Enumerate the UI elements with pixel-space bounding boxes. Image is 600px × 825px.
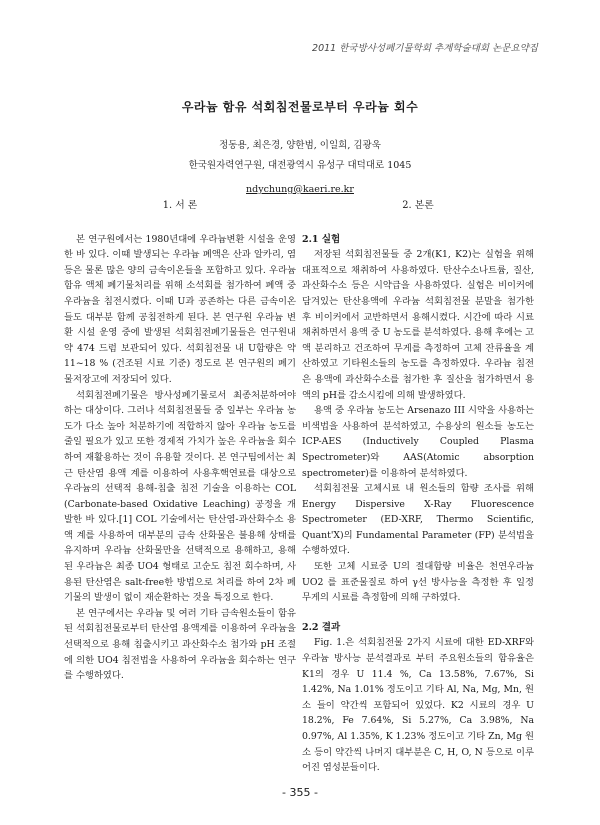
running-header: 2011 한국방사성폐기물학회 추계학술대회 논문요약집 bbox=[312, 43, 538, 54]
page-number: - 355 - bbox=[282, 786, 318, 799]
left-column bbox=[64, 198, 296, 684]
title-block bbox=[0, 98, 600, 196]
intro-paragraph-1: 본 연구원에서는 1980년대에 우라늄변환 시설을 운영한 바 있다. 이때 발생되는 우라늄 폐액은 산과 알카리, 염 등은 물론 많은 양의 금속이온들을 포함하고 있다. 우라늄 함유 액체 폐기물처리를 위해 소석회를 첨가하여 폐액 중 우라늄을 침전시켰다. 이때 U과 공존하는 다른 금속이온들도 대부분 함께 공침전하게 된다. 본 연구원 우라늄 변환 시설 운영 중에 발생된 석회침전폐기물들은 연구원내 약 474 드럼 보관되어 있다. 석회침전물 내 U함량은 약 11~18 % (건조된 시료 기준) 정도로 본 연구원의 폐기물저장고에 저장되어 있다. bbox=[64, 233, 296, 385]
intro-heading: 1. 서 론 bbox=[162, 200, 198, 211]
affiliation: 한국원자력연구원, 대전광역시 유성구 대덕대로 1045 bbox=[188, 160, 412, 171]
experiment-subheading: 2.1 실험 bbox=[302, 233, 341, 245]
paper-title: 우라늄 함유 석회침전물로부터 우라늄 회수 bbox=[181, 100, 419, 114]
intro-paragraph-3: 본 연구에서는 우라늄 및 여러 기타 금속원소들이 함유된 석회침전물로부터 탄산염 용액계를 이용하여 우라늄을 선택적으로 용해 침출시키고 과산화수소 첨가와 pH 조절에 의한 UO4 침전법을 사용하여 우라늄을 회수하는 연구를 수행하였다. bbox=[64, 607, 296, 682]
experiment-paragraph-3: 석회침전물 고체시료 내 원소들의 함량 조사를 위해 Energy Dispersive X-Ray Fluorescence Spectrometer (ED-XRF, Thermo Scientific, Quant'X)의 Fundamental Parameter (FP) 분석법을 수행하였다. bbox=[302, 483, 534, 557]
experiment-paragraph-1: 저장된 석회침전물들 중 2개(K1, K2)는 실험을 위해 대표적으로 채취하여 사용하였다. 탄산수소나트륨, 질산, 과산화수소 등은 시약급을 사용하였다. 실험은 비이커에 담겨있는 탄산용액에 우라늄 석회침전물 분말을 첨가한 후 비이커에서 교반하면서 용해시켰다. 시간에 따라 시료 채취하면서 용액 중 U 농도를 분석하였다. 용해 후에는 고액 분리하고 건조하여 무게를 측정하여 고체 잔류율을 계산하였고 기타원소들의 농도를 측정하였다. 우라늄 침전은 용액에 과산화수소를 첨가한 후 질산을 첨가하면서 용액의 pH를 감소시킴에 의해 발생하였다. bbox=[302, 249, 535, 401]
right-column bbox=[302, 198, 534, 776]
author-list: 정동용, 최은경, 양한범, 이일희, 김광욱 bbox=[219, 140, 381, 151]
author-email-link[interactable]: ndychung@kaeri.re.kr bbox=[246, 184, 354, 195]
section-spacer bbox=[302, 606, 534, 620]
intro-paragraph-2: 석회침전폐기물은 방사성폐기물로서 최종처분하여야 하는 대상이다. 그러나 석회침전물들 중 일부는 우라늄 농도가 다소 높아 처분하기에 적합하지 않아 우라늄 농도를 줄일 필요가 있고 또한 경제적 가치가 높은 우라늄을 회수하여 재활용하는 것이 유용할 것이다. 본 연구팀에서는 최근 탄산염 용액 계를 이용하여 사용후핵연료를 대상으로 우라늄의 선택적 용해-침출 침전 기술을 이용하는 COL (Carbonate-based Oxidative Leaching) 공정을 개발한 바 있다.[1] COL 기술에서는 탄산염-과산화수소 용액 계를 사용하여 대부분의 금속 산화물은 불용해 상태를 유지하며 우라늄 산화물만을 선택적으로 용해하고, 용해된 우라늄은 최종 UO4 형태로 고순도 침전 회수하며, 사용된 탄산염은 salt-free한 방법으로 처리를 하여 2차 폐기물의 발생이 없이 재순환하는 것을 특징으로 한다. bbox=[64, 389, 296, 604]
experiment-paragraph-4: 또한 고체 시료중 U의 절대함량 비율은 천연우라늄 UO2 를 표준물질로 하여 γ선 방사능을 측정한 후 일정 무게의 시료를 측정함에 의해 구하였다. bbox=[302, 561, 534, 604]
experiment-paragraph-2: 용액 중 우라늄 농도는 Arsenazo III 시약을 사용하는 비색법을 사용하여 분석하였고, 수용상의 원소들 농도는 ICP-AES (Inductively Coupled Plasma Spectrometer)와 AAS(Atomic absorption spectrometer)를 이용하여 분석하였다. bbox=[302, 405, 534, 479]
results-subheading: 2.2 결과 bbox=[302, 621, 341, 633]
main-heading: 2. 본론 bbox=[402, 200, 434, 211]
results-paragraph-1: Fig. 1.은 석회침전물 2가지 시료에 대한 ED-XRF와 우라늄 방사능 분석결과로 부터 주요원소들의 함유율은 K1의 경우 U 11.4 %, Ca 13.58%, 7.67%, Si 1.42%, Na 1.01% 정도이고 기타 Al, Na, Mg, Mn, 원소 들이 약간씩 포함되어 있었다. K2 시료의 경우 U 18.2%, Fe 7.64%, Si 5.27%, Ca 3.98%, Na 0.97%, Al 1.35%, K 1.23% 정도이고 기타 Zn, Mg 원소 등이 약간씩 나머지 대부분은 C, H, O, N 등으로 이루어진 염성분들이다. bbox=[302, 637, 534, 774]
